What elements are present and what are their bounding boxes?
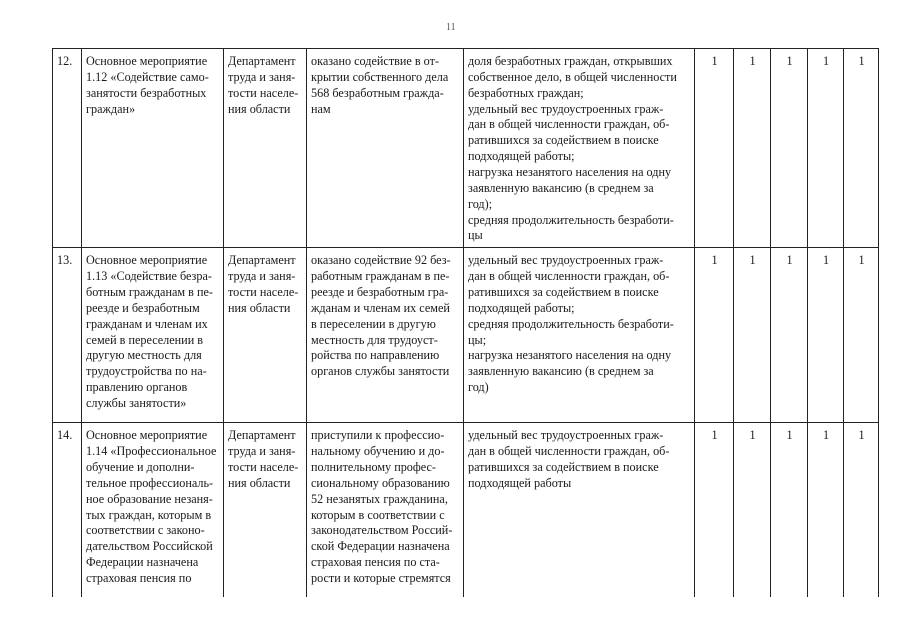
indicator-line: цы [468, 228, 483, 243]
result-line: которым в соответствии с [311, 507, 445, 522]
indicator-line: заявленную вакансию (в среднем за [468, 364, 654, 379]
executor-line: тости населе- [228, 460, 299, 475]
result-line: законодательством Россий- [311, 523, 453, 538]
table-row [53, 49, 879, 248]
activity-line: Основное мероприятие [86, 253, 208, 268]
executor-cell [224, 49, 307, 248]
indicator-line: год) [468, 380, 489, 395]
activity-line: гражданам и членам их [86, 316, 208, 331]
indicator-line: год); [468, 196, 493, 211]
activity-line: семей в переселении в [86, 332, 204, 347]
indicator-value: 1 [734, 423, 771, 598]
indicator-line: доля безработных граждан, открывших [468, 54, 673, 68]
indicator-value: 1 [695, 423, 734, 598]
executor-line: Департамент [228, 428, 296, 443]
result-line: местность для трудоуст- [311, 332, 438, 347]
indicator-value: 1 [808, 248, 844, 423]
indicator-line: подходящей работы [468, 475, 572, 490]
executor-line: Департамент [228, 54, 296, 68]
indicator-line: нагрузка незанятого населения на одну [468, 348, 672, 363]
executor-line: ния области [228, 475, 291, 490]
indicator-value: 1 [695, 248, 734, 423]
activity-line: другую местность для [86, 348, 202, 363]
executor-line: труда и заня- [228, 69, 296, 84]
indicator-line: дан в общей численности граждан, об- [468, 444, 670, 459]
table-row [53, 423, 879, 598]
indicator-line: средняя продолжительность безработи- [468, 316, 674, 331]
result-line: реезде и безработным гра- [311, 285, 449, 300]
result-line: органов службы занятости [311, 364, 450, 379]
result-line: оказано содействие 92 без- [311, 253, 451, 268]
result-cell [307, 248, 464, 423]
executor-line: Департамент [228, 253, 296, 268]
indicator-value: 1 [844, 423, 879, 598]
result-line: ройства по направлению [311, 348, 440, 363]
result-line: рости и которые стремятся [311, 571, 451, 586]
result-line: приступили к профессио- [311, 428, 445, 443]
executor-line: тости населе- [228, 85, 299, 100]
indicator-line: удельный вес трудоустроенных граж- [468, 253, 664, 268]
indicators-cell [464, 248, 695, 423]
indicator-line: ратившихся за содействием в поиске [468, 285, 659, 300]
executor-line: ния области [228, 300, 291, 315]
result-line: сиональному образованию [311, 475, 450, 490]
result-line: 52 незанятых гражданина, [311, 491, 448, 506]
result-line: страховая пенсия по ста- [311, 555, 440, 570]
indicators-cell [464, 423, 695, 598]
executor-cell [224, 248, 307, 423]
indicator-line: заявленную вакансию (в среднем за [468, 180, 654, 195]
activity-line: 1.13 «Содействие безра- [86, 269, 212, 284]
activity-line: 1.12 «Содействие само- [86, 69, 209, 84]
activity-line: службы занятости» [86, 396, 187, 411]
indicators-cell [464, 49, 695, 248]
indicator-line: собственное дело, в общей численности [468, 69, 677, 84]
indicator-value: 1 [808, 423, 844, 598]
indicator-value: 1 [771, 423, 808, 598]
indicator-line: удельный вес трудоустроенных граж- [468, 101, 664, 116]
result-line: 568 безработным гражда- [311, 85, 444, 100]
activity-line: 1.14 «Профессиональное [86, 444, 217, 459]
indicator-value: 1 [808, 49, 844, 248]
result-cell [307, 423, 464, 598]
indicator-value: 1 [771, 248, 808, 423]
indicator-value: 1 [734, 49, 771, 248]
result-line: в переселении в другую [311, 316, 436, 331]
row-number: 13. [53, 248, 82, 423]
result-line: оказано содействие в от- [311, 54, 439, 68]
row-number: 12. [53, 49, 82, 248]
activities-table [52, 48, 879, 597]
table-row [53, 248, 879, 423]
activity-line: ное образование незаня- [86, 491, 213, 506]
activity-cell [82, 49, 224, 248]
indicator-line: цы; [468, 332, 487, 347]
activity-line: тельное профессиональ- [86, 475, 214, 490]
indicator-line: дан в общей численности граждан, об- [468, 117, 670, 132]
activity-line: Федерации назначена [86, 555, 199, 570]
activity-line: обучение и дополни- [86, 460, 195, 475]
activity-line: страховая пенсия по [86, 571, 192, 586]
activity-line: занятости безработных [86, 85, 207, 100]
executor-line: труда и заня- [228, 269, 296, 284]
indicator-line: дан в общей численности граждан, об- [468, 269, 670, 284]
result-line: нам [311, 101, 331, 116]
activity-line: трудоустройства по на- [86, 364, 207, 379]
activity-line: соответствии с законо- [86, 523, 205, 538]
result-line: ской Федерации назначена [311, 539, 450, 554]
result-line: нальному обучению и до- [311, 444, 445, 459]
activity-cell [82, 423, 224, 598]
executor-line: ния области [228, 101, 291, 116]
indicator-value: 1 [695, 49, 734, 248]
indicator-line: подходящей работы; [468, 300, 575, 315]
activity-line: тых граждан, которым в [86, 507, 212, 522]
activity-line: Основное мероприятие [86, 428, 208, 443]
indicator-line: безработных граждан; [468, 85, 584, 100]
indicator-value: 1 [844, 248, 879, 423]
activity-line: Основное мероприятие [86, 54, 208, 68]
activity-line: реезде и безработным [86, 300, 200, 315]
activity-line: правлению органов [86, 380, 188, 395]
activity-cell [82, 248, 224, 423]
indicator-line: средняя продолжительность безработи- [468, 212, 674, 227]
row-number: 14. [53, 423, 82, 598]
activity-line: граждан» [86, 101, 136, 116]
executor-line: труда и заня- [228, 444, 296, 459]
indicator-line: подходящей работы; [468, 149, 575, 164]
activity-line: дательством Российской [86, 539, 213, 554]
result-line: полнительному профес- [311, 460, 436, 475]
indicator-line: ратившихся за содействием в поиске [468, 133, 659, 148]
page-number: 11 [446, 22, 456, 33]
indicator-line: удельный вес трудоустроенных граж- [468, 428, 664, 443]
indicator-line: нагрузка незанятого населения на одну [468, 165, 672, 180]
activity-line: ботным гражданам в пе- [86, 285, 213, 300]
indicator-value: 1 [771, 49, 808, 248]
executor-line: тости населе- [228, 285, 299, 300]
result-line: жданам и членам их семей [311, 300, 450, 315]
indicator-line: ратившихся за содействием в поиске [468, 460, 659, 475]
result-line: крытии собственного дела [311, 69, 449, 84]
result-line: работным гражданам в пе- [311, 269, 450, 284]
executor-cell [224, 423, 307, 598]
indicator-value: 1 [844, 49, 879, 248]
indicator-value: 1 [734, 248, 771, 423]
result-cell [307, 49, 464, 248]
